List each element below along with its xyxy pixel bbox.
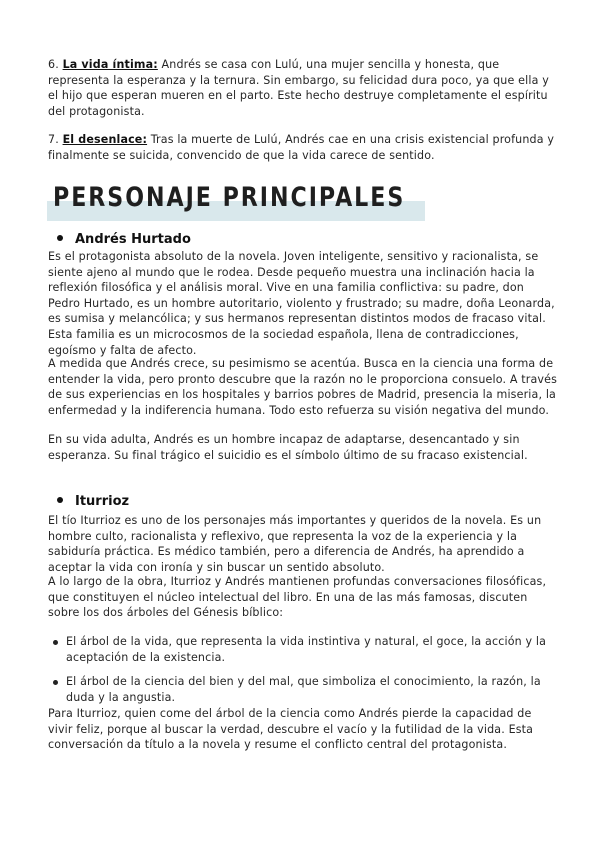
bullet-dot-icon — [57, 235, 63, 241]
item-6-text: Andrés se casa con Lulú, una mujer sencilla y honesta, que representa la esperanza y la ternura. Sin embargo, su felicidad dura poco, ya que ella y el hijo que esperan mueren en el parto. Este hecho destruye completamente el espíritu del protagonista. — [48, 58, 549, 118]
item-6-title: La vida íntima: — [62, 58, 158, 71]
character-heading-iturrioz — [57, 494, 129, 509]
item-6-number: 6. — [48, 58, 63, 71]
list-item-tree-of-knowledge — [50, 674, 550, 705]
iturrioz-paragraph-2: A lo largo de la obra, Iturrioz y Andrés mantienen profundas conversaciones filosóficas, que constituyen el núcleo intelectual del libro. En una de las más famosas, discuten sobre los dos árboles del Génesis bíblico: — [48, 575, 547, 620]
andres-paragraph-2: A medida que Andrés crece, su pesimismo se acentúa. Busca en la ciencia una forma de entender la vida, pero pronto descubre que la razón no le proporciona consuelo. A través de sus experiencias en los hospitales y barrios pobres de Madrid, presencia la miseria, la enfermedad y la indiferencia humana. Todo esto refuerza su visión negativa del mundo. — [48, 357, 558, 417]
character-name-iturrioz: Iturrioz — [75, 494, 130, 509]
character-heading-andres — [57, 232, 191, 247]
item-7-title: El desenlace: — [62, 133, 148, 146]
character-name-andres: Andrés Hurtado — [75, 232, 191, 247]
section-heading: PERSONAJE PRINCIPALES — [53, 182, 406, 213]
andres-paragraph-3: En su vida adulta, Andrés es un hombre incapaz de adaptarse, desencantado y sin esperanza. Su final trágico el suicidio es el símbolo último de su fracaso existencial. — [48, 433, 528, 462]
item-7-number: 7. — [48, 133, 63, 146]
bullet-dot-icon — [53, 640, 58, 645]
andres-paragraph-1: Es el protagonista absoluto de la novela. Joven inteligente, sensitivo y racionalista, se siente ajeno al mundo que le rodea. Desde pequeño muestra una inclinación hacia la reflexión filosófica y el análisis moral. Vive en una familia conflictiva: su padre, don Pedro Hurtado, es un hombre autoritario, violento y frustrado; su madre, doña Leonarda, es sumisa y melancólica; y sus hermanos representan distintos modos de fracaso vital. Esta familia es un microcosmos de la sociedad española, llena de contradicciones, egoísmo y falta de afecto. — [48, 250, 555, 357]
list-item-text: El árbol de la ciencia del bien y del mal, que simboliza el conocimiento, la razón, la duda y la angustia. — [66, 675, 541, 704]
iturrioz-paragraph-3: Para Iturrioz, quien come del árbol de la ciencia como Andrés pierde la capacidad de vivir feliz, porque al buscar la verdad, descubre el vacío y la futilidad de la vida. Esta conversación da título a la novela y resume el conflicto central del protagonista. — [48, 707, 534, 752]
list-item-tree-of-life — [50, 634, 550, 665]
plot-item-7 — [48, 132, 558, 163]
plot-item-6 — [48, 57, 558, 119]
item-7-text: Tras la muerte de Lulú, Andrés cae en una crisis existencial profunda y finalmente se suicida, convencido de que la vida carece de sentido. — [48, 133, 555, 162]
iturrioz-paragraph-1: El tío Iturrioz es uno de los personajes más importantes y queridos de la novela. Es un hombre culto, racionalista y reflexivo, que representa la voz de la experiencia y la sabiduría práctica. Es médico también, pero a diferencia de Andrés, ha aprendido a aceptar la vida con ironía y sin buscar un sentido absoluto. — [48, 514, 542, 574]
list-item-text: El árbol de la vida, que representa la vida instintiva y natural, el goce, la acción y la aceptación de la existencia. — [66, 635, 547, 664]
bullet-dot-icon — [57, 497, 63, 503]
bullet-dot-icon — [53, 680, 58, 685]
